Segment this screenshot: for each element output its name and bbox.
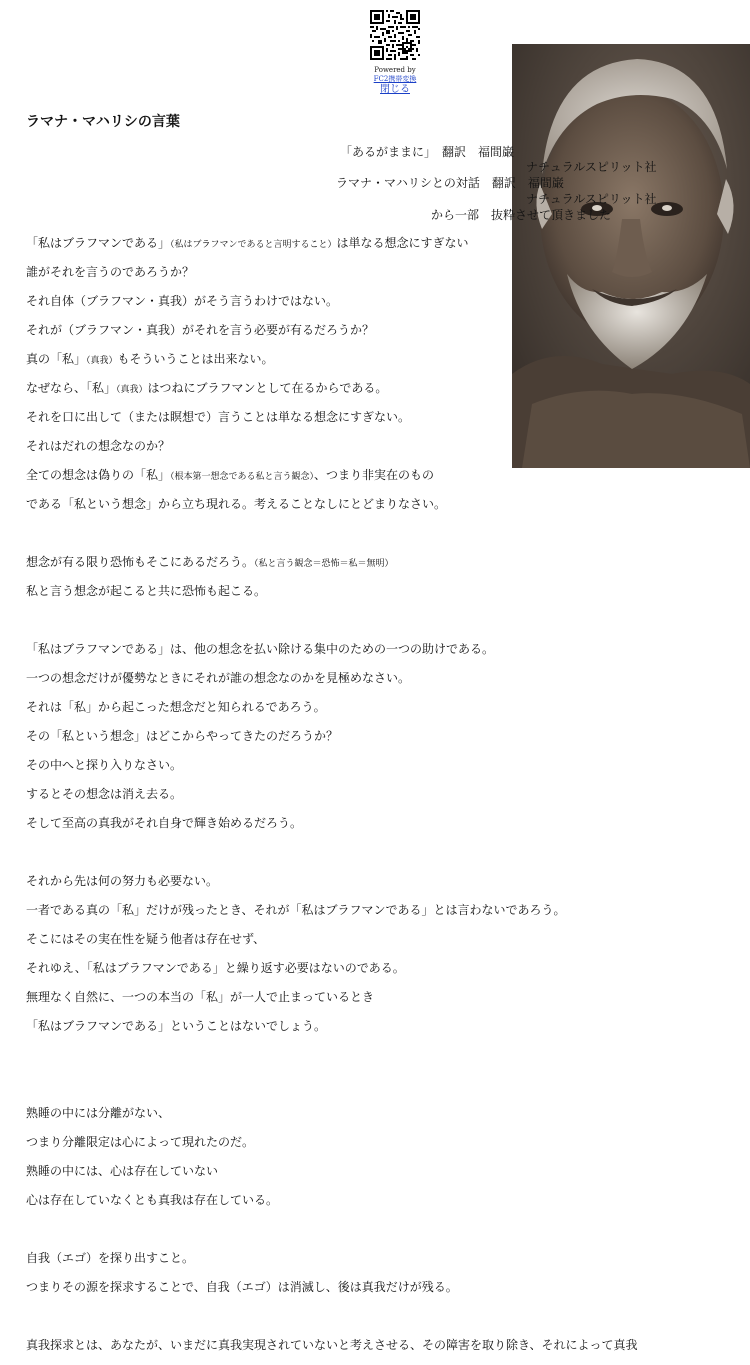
line-text: である「私という想念」から立ち現れる。考えることなしにとどまりなさい。	[26, 497, 447, 511]
qr-block	[360, 10, 430, 96]
blank-line	[26, 611, 666, 640]
line-text: 熟睡の中には分離がない、	[26, 1106, 171, 1120]
line-text: は単なる想念にすぎない	[336, 236, 469, 250]
blank-line	[26, 1046, 666, 1075]
line-text: 、つまり非実在のもの	[314, 468, 435, 482]
line-text: それは「私」から起こった想念だと知られるであろう。	[26, 700, 326, 714]
text-line	[26, 1104, 666, 1133]
line-text: そこにはその実在性を疑う他者は存在せず、	[26, 932, 266, 946]
text-line	[26, 495, 666, 524]
line-text: 真我探求とは、あなたが、いまだに真我実現されていないと考えさせる、その障害を取り除き、それによって真我	[26, 1338, 638, 1352]
line-text: 心は存在していなくとも真我は存在している。	[26, 1193, 279, 1207]
text-line	[26, 321, 666, 350]
text-line	[26, 234, 666, 263]
text-line	[26, 930, 666, 959]
text-line	[26, 1278, 666, 1307]
note-text: （真我）	[86, 356, 118, 366]
note-text: （真我）	[116, 385, 148, 395]
line-text: 一者である真の「私」だけが残ったとき、それが「私はブラフマンである」とは言わないであろう。	[26, 903, 566, 917]
text-line	[26, 727, 666, 756]
line-text: 熟睡の中には、心は存在していない	[26, 1164, 219, 1178]
text-line	[26, 379, 666, 408]
text-line	[26, 669, 666, 698]
text-line	[26, 785, 666, 814]
line-text: 私と言う想念が起こると共に恐怖も起こる。	[26, 584, 267, 598]
fc2-mobile-link[interactable]: FC2携帯変換	[373, 75, 417, 83]
text-line	[26, 698, 666, 727]
blank-line	[26, 1075, 666, 1104]
text-line	[26, 437, 666, 466]
line-text: それ自体（ブラフマン・真我）がそう言うわけではない。	[26, 294, 339, 308]
line-text: それはだれの想念なのか？	[26, 439, 171, 453]
text-line	[26, 1191, 666, 1220]
line-text: 「私はブラフマンである」は、他の想念を払い除ける集中のための一つの助けである。	[26, 642, 495, 656]
line-text: 真の「私」	[26, 352, 87, 366]
note-text: （根本第一想念である私と言う観念）	[170, 472, 315, 482]
line-text: それが（ブラフマン・真我）がそれを言う必要が有るだろうか？	[26, 323, 375, 337]
line-text: はつねにブラフマンとして在るからである。	[147, 381, 388, 395]
blank-line	[26, 1307, 666, 1336]
text-line	[26, 292, 666, 321]
credit-book1: 「あるがままに」 翻訳 福間巌	[340, 145, 515, 159]
text-line	[26, 582, 666, 611]
text-line	[26, 1133, 666, 1162]
credit-excerpt-note: から一部 抜粋させて頂きました	[431, 208, 612, 222]
text-line	[26, 1249, 666, 1278]
text-line	[26, 901, 666, 930]
text-line	[26, 756, 666, 785]
text-line	[26, 1162, 666, 1191]
line-text: もそういうことは出来ない。	[117, 352, 274, 366]
close-link[interactable]: 閉じる	[380, 84, 410, 95]
line-text: なぜなら、「私」	[26, 381, 117, 395]
text-line	[26, 959, 666, 988]
text-line	[26, 814, 666, 843]
line-text: するとその想念は消え去る。	[26, 787, 183, 801]
credit-publisher2: ナチュラルスピリット社	[526, 192, 657, 206]
credit-publisher1: ナチュラルスピリット社	[526, 160, 657, 174]
line-text: そして至高の真我がそれ自身で輝き始めるだろう。	[26, 816, 303, 830]
text-line	[26, 263, 666, 292]
line-text: 全ての想念は偽りの「私」	[26, 468, 171, 482]
text-line	[26, 408, 666, 437]
line-text: それゆえ、「私はブラフマンである」と繰り返す必要はないのである。	[26, 961, 405, 975]
line-text: 「私はブラフマンである」	[26, 236, 171, 250]
line-text: 無理なく自然に、一つの本当の「私」が一人で止まっているとき	[26, 990, 375, 1004]
note-text: （私はブラフマンであると言明すること）	[170, 240, 337, 250]
qr-code-icon	[370, 10, 420, 60]
credit-book2: ラマナ・マハリシとの対話 翻訳 福間巌	[336, 176, 564, 190]
blank-line	[26, 524, 666, 553]
line-text: その中へと探り入りなさい。	[26, 758, 183, 772]
text-line	[26, 872, 666, 901]
text-line	[26, 988, 666, 1017]
line-text: それを口に出して（または瞑想で）言うことは単なる想念にすぎない。	[26, 410, 411, 424]
text-line	[26, 640, 666, 669]
line-text: 誰がそれを言うのであろうか？	[26, 265, 195, 279]
line-text: 一つの想念だけが優勢なときにそれが誰の想念なのかを見極めなさい。	[26, 671, 411, 685]
text-line	[26, 1336, 666, 1365]
article-body	[26, 234, 666, 1365]
line-text: 自我（エゴ）を探り出すこと。	[26, 1251, 195, 1265]
text-line	[26, 466, 666, 495]
text-line	[26, 553, 666, 582]
line-text: 「私はブラフマンである」ということはないでしょう。	[26, 1019, 327, 1033]
line-text: 想念が有る限り恐怖もそこにあるだろう。	[26, 555, 255, 569]
line-text: それから先は何の努力も必要ない。	[26, 874, 219, 888]
line-text: つまり分離限定は心によって現れたのだ。	[26, 1135, 255, 1149]
blank-line	[26, 843, 666, 872]
note-text: （私と言う観念＝恐怖＝私＝無明）	[254, 559, 394, 569]
powered-by-label: Powered by	[374, 66, 416, 74]
line-text: その「私という想念」はどこからやってきたのだろうか？	[26, 729, 339, 743]
blank-line	[26, 1220, 666, 1249]
line-text: つまりその源を探求することで、自我（エゴ）は消滅し、後は真我だけが残る。	[26, 1280, 458, 1294]
text-line	[26, 350, 666, 379]
page-title: ラマナ・マハリシの言葉	[26, 114, 180, 130]
text-line	[26, 1017, 666, 1046]
